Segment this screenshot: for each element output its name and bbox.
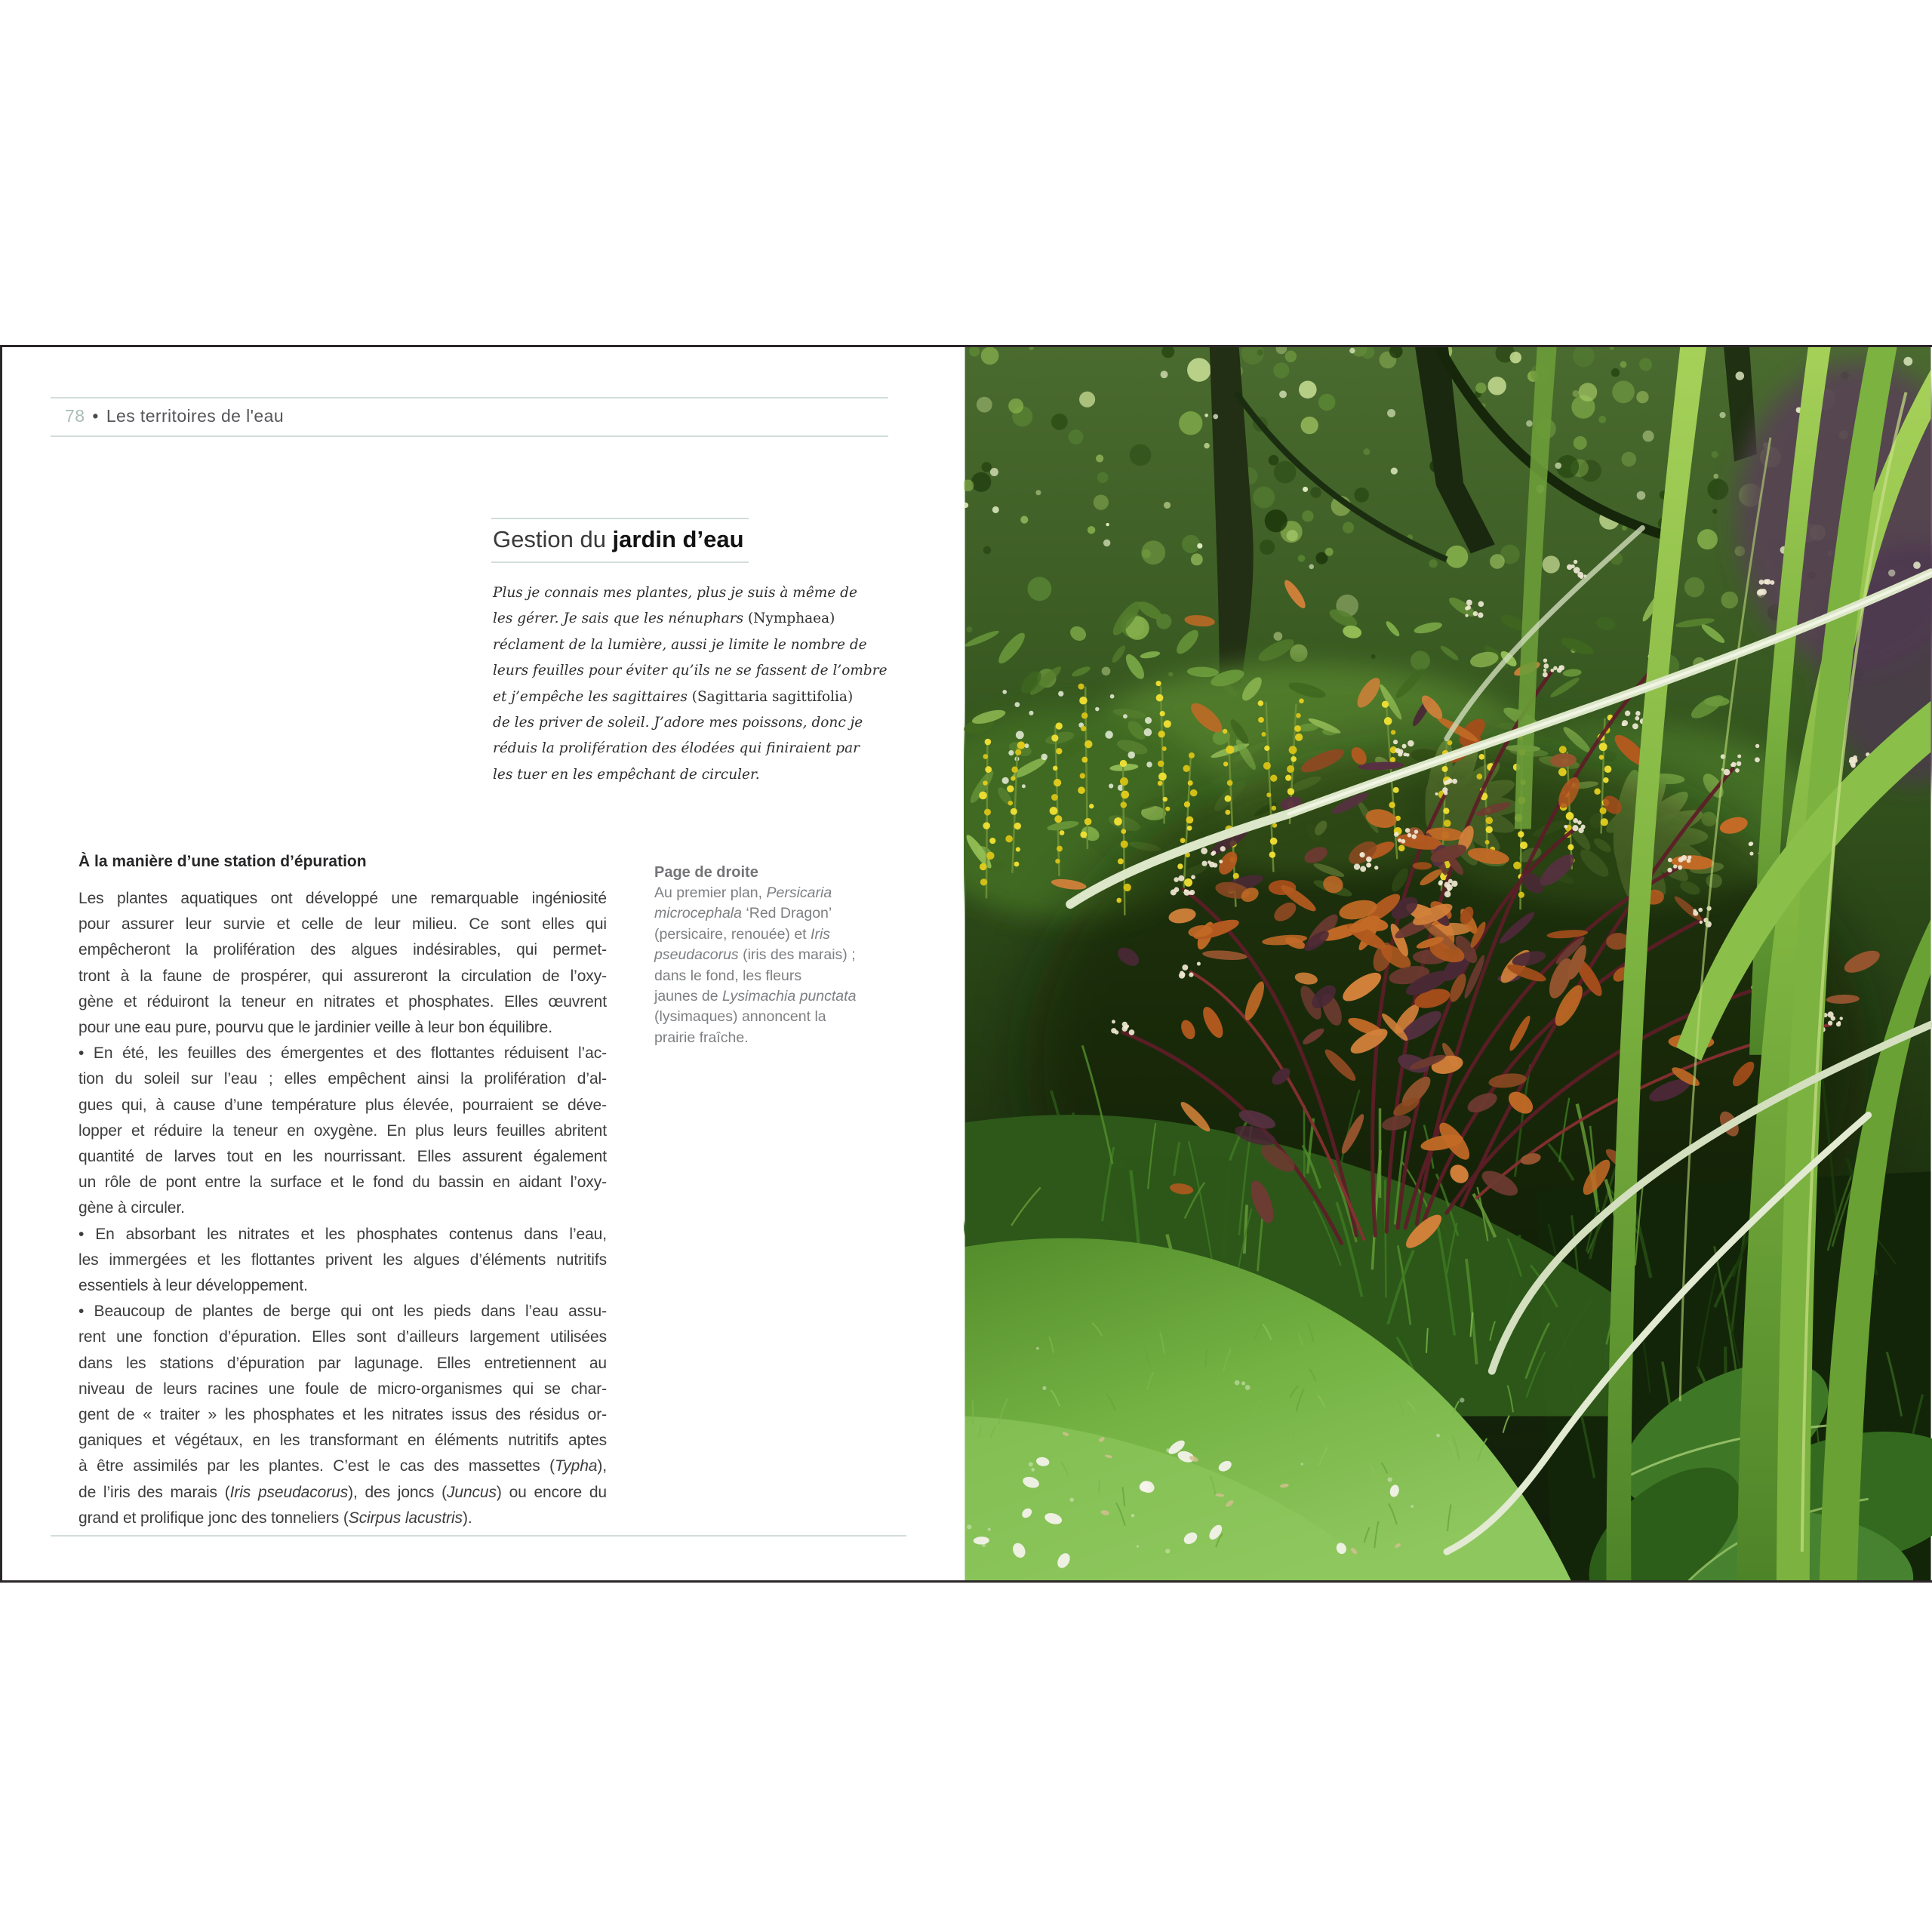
- text-line: et j’empêche les sagittaires (Sagittaria sagittifolia): [493, 688, 854, 705]
- text-line: essentiels à leur développement.: [78, 1277, 308, 1295]
- text-line: quantité de larves tout en les nourrissant. Elles assurent également: [78, 1148, 607, 1166]
- text-line: lopper et réduire la teneur en oxygène. En plus leurs feuilles abritent: [78, 1121, 607, 1140]
- page-number: 78: [65, 406, 85, 426]
- section-heading-strong: jardin d’eau: [612, 526, 744, 552]
- intro-paragraph: [493, 580, 915, 788]
- text-line: dans les stations d’épuration par lagunage. Elles entretiennent au: [78, 1354, 607, 1372]
- text-line: les immergées et les flottantes privent les algues d’éléments nutritifs: [78, 1251, 607, 1269]
- runhead-rule-bottom: [51, 435, 888, 437]
- text-line: rent une fonction d’épuration. Elles sont d’ailleurs largement utilisées: [78, 1328, 607, 1346]
- text-line: • En absorbant les nitrates et les phosphates contenus dans l’eau,: [78, 1225, 607, 1243]
- garden-photo: [964, 347, 1932, 1580]
- text-line: empêcheront la prolifération des algues indésirables, qui permet-: [78, 941, 607, 959]
- text-line: tront à la faune de prospérer, qui assureront la circulation de l’oxy-: [78, 967, 607, 985]
- text-line: pour assurer leur survie et celle de leur milieu. Ce sont elles qui: [78, 915, 607, 934]
- text-line: gène à circuler.: [78, 1199, 185, 1217]
- text-line: gent de « traiter » les phosphates et les nitrates issus des résidus or-: [78, 1406, 607, 1424]
- text-line: pseudacorus (iris des marais) ;: [654, 946, 856, 964]
- footer-rule: [51, 1535, 906, 1537]
- text-line: niveau de leurs racines une foule de micro-organismes qui se char-: [78, 1380, 607, 1398]
- text-line: les gérer. Je sais que les nénuphars (Nymphaea): [493, 611, 835, 627]
- text-line: (lysimaques) annoncent la: [654, 1008, 826, 1026]
- text-line: gues qui, à cause d’une température plus élevée, pourraient se déve-: [78, 1096, 607, 1114]
- text-line: pour une eau pure, pourvu que le jardinier veille à leur bon équilibre.: [78, 1019, 552, 1037]
- text-line: (persicaire, renouée) et Iris: [654, 925, 831, 943]
- chapter-title: Les territoires de l'eau: [106, 406, 285, 426]
- section-heading: [491, 518, 749, 563]
- photo-caption: [654, 863, 888, 1048]
- text-line: les tuer en les empêchant de circuler.: [493, 766, 760, 783]
- text-line: grand et prolifique jonc des tonneliers (Scirpus lacustris).: [78, 1509, 472, 1527]
- text-line: Plus je connais mes plantes, plus je suis à même de: [493, 585, 857, 601]
- text-line: leurs feuilles pour éviter qu’ils ne se fassent de l’ombre: [493, 663, 888, 679]
- text-line: gène et réduiront la teneur en nitrates et phosphates. Elles œuvrent: [78, 992, 607, 1011]
- text-line: ganiques et végétaux, en les transformant en éléments nutritifs aptes: [78, 1432, 607, 1450]
- text-line: de les priver de soleil. J’adore mes poissons, donc je: [493, 715, 863, 731]
- text-line: dans le fond, les fleurs: [654, 967, 802, 984]
- section-heading-prefix: Gestion du: [493, 526, 613, 552]
- text-line: • Beaucoup de plantes de berge qui ont les pieds dans l’eau assu-: [78, 1303, 607, 1321]
- text-line: à être assimilés par les plantes. C’est le cas des massettes (Typha),: [78, 1457, 607, 1475]
- running-header: [65, 406, 284, 426]
- text-line: Au premier plan, Persicaria: [654, 884, 832, 901]
- text-line: de l’iris des marais (Iris pseudacorus), des joncs (Juncus) ou encore du: [78, 1483, 608, 1501]
- text-line: microcephala ‘Red Dragon’: [654, 905, 832, 922]
- text-line: un rôle de pont entre la surface et le fond du bassin en aidant l’oxy-: [78, 1174, 607, 1192]
- body-text: [78, 886, 607, 1531]
- subsection-title: À la manière d’une station d’épuration: [78, 853, 367, 870]
- caption-title: Page de droite: [654, 864, 758, 881]
- text-line: tion du soleil sur l’eau ; elles empêchent ainsi la prolifération d’al-: [78, 1070, 607, 1088]
- runhead-rule-top: [51, 397, 888, 398]
- bullet-separator: •: [92, 406, 99, 426]
- text-line: Les plantes aquatiques ont développé une remarquable ingéniosité: [78, 890, 607, 907]
- text-line: réduis la prolifération des élodées qui finiraient par: [493, 740, 860, 757]
- text-line: jaunes de Lysimachia punctata: [654, 988, 857, 1005]
- text-line: réclament de la lumière, aussi je limite le nombre de: [493, 636, 867, 653]
- text-line: • En été, les feuilles des émergentes et des flottantes réduisent l’ac-: [78, 1044, 607, 1063]
- main-text-column: [78, 852, 607, 1531]
- text-line: prairie fraîche.: [654, 1029, 749, 1046]
